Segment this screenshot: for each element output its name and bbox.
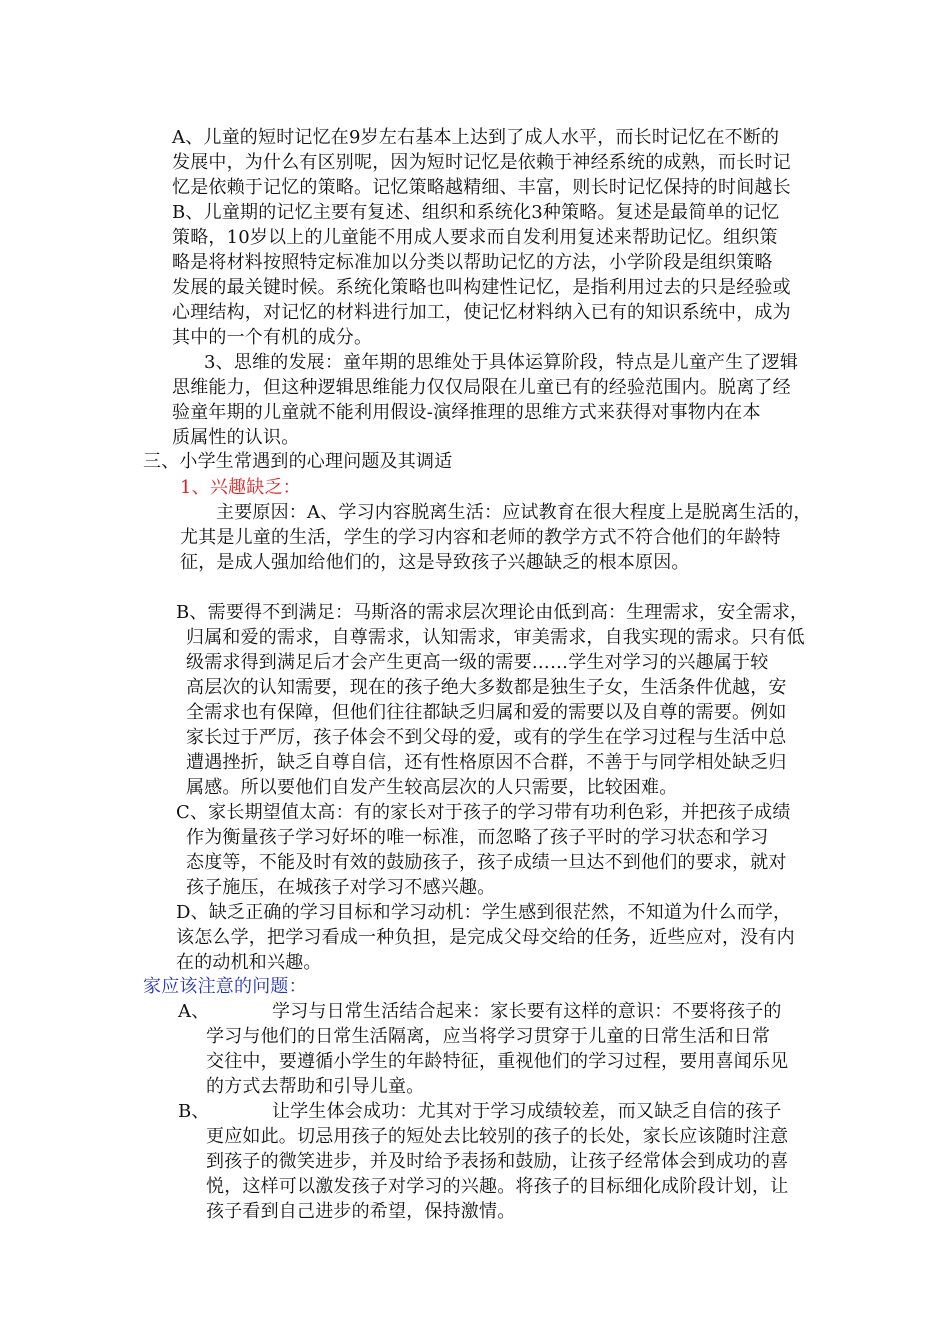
parents-a-line-2: 学习与他们的日常生活隔离，应当将学习贯穿于儿童的日常生活和日常 xyxy=(206,1026,771,1047)
cause-b-line-5: 全需求也有保障，但他们往往都缺乏归属和爱的需要以及自尊的需要。例如 xyxy=(186,702,787,723)
parents-b-label: B、 xyxy=(178,1101,210,1122)
parents-b-line-2: 更应如此。切忌用孩子的短处去比较别的孩子的长处，家长应该随时注意 xyxy=(206,1126,789,1147)
memory-b-line-4: 发展的最关键时候。系统化策略也叫构建性记忆，是指利用过去的只是经验或 xyxy=(172,277,791,298)
memory-b-line-3: 略是将材料按照特定标准加以分类以帮助记忆的方法，小学阶段是组织策略 xyxy=(172,252,773,273)
parents-a-line-3: 交往中，要遵循小学生的年龄特征，重视他们的学习过程，要用喜闻乐见 xyxy=(206,1051,789,1072)
cause-b-line-8: 属感。所以要他们自发产生较高层次的人只需要，比较困难。 xyxy=(186,777,678,798)
parents-b-line-5: 孩子看到自己进步的希望，保持激情。 xyxy=(206,1201,516,1222)
memory-b-line-2: 策略，10岁以上的儿童能不用成人要求而自发利用复述来帮助记忆。组织策 xyxy=(172,227,778,248)
parents-b-line-1: 让学生体会成功：尤其对于学习成绩较差，而又缺乏自信的孩子 xyxy=(272,1101,782,1122)
thinking-line-2: 思维能力，但这种逻辑思维能力仅仅局限在儿童已有的经验范围内。脱离了经 xyxy=(172,377,791,398)
parents-notes-heading: 家应该注意的问题： xyxy=(143,976,307,997)
cause-b-line-3: 级需求得到满足后才会产生更高一级的需要……学生对学习的兴趣属于较 xyxy=(186,652,769,673)
parents-b-line-3: 到孩子的微笑进步，并及时给予表扬和鼓励，让孩子经常体会到成功的喜 xyxy=(206,1151,789,1172)
cause-a-line-2: 尤其是儿童的生活，学生的学习内容和老师的教学方式不符合他们的年龄特 xyxy=(180,527,781,548)
section-3-heading: 三、小学生常遇到的心理问题及其调适 xyxy=(143,451,453,472)
cause-d-line-3: 在的动机和兴趣。 xyxy=(176,952,322,973)
memory-a-line-1: A、儿童的短时记忆在9岁左右基本上达到了成人水平，而长时记忆在不断的 xyxy=(172,127,780,148)
memory-a-line-3: 忆是依赖于记忆的策略。记忆策略越精细、丰富，则长时记忆保持的时间越长 xyxy=(172,177,791,198)
cause-c-line-4: 孩子施压，在城孩子对学习不感兴趣。 xyxy=(186,877,496,898)
cause-d-line-1: D、缺乏正确的学习目标和学习动机：学生感到很茫然，不知道为什么而学， xyxy=(176,902,792,923)
thinking-line-3: 验童年期的儿童就不能利用假设-演绎推理的思维方式来获得对事物内在本 xyxy=(172,402,761,423)
memory-b-line-6: 其中的一个有机的成分。 xyxy=(172,327,373,348)
parents-a-label: A、 xyxy=(178,1001,210,1022)
parents-b-line-4: 悦，这样可以激发孩子对学习的兴趣。将孩子的目标细化成阶段计划，让 xyxy=(206,1176,789,1197)
cause-b-line-4: 高层次的认知需要，现在的孩子绝大多数都是独生子女，生活条件优越，安 xyxy=(186,677,787,698)
cause-c-line-1: C、家长期望值太高：有的家长对于孩子的学习带有功利色彩，并把孩子成绩 xyxy=(176,802,791,823)
memory-a-line-2: 发展中，为什么有区别呢，因为短时记忆是依赖于神经系统的成熟，而长时记 xyxy=(172,152,791,173)
thinking-line-1: 3、思维的发展：童年期的思维处于具体运算阶段，特点是儿童产生了逻辑 xyxy=(204,352,799,373)
cause-d-line-2: 该怎么学，把学习看成一种负担，是完成父母交给的任务，近些应对，没有内 xyxy=(176,927,795,948)
cause-a-line-1: 主要原因：A、学习内容脱离生活：应试教育在很大程度上是脱离生活的， xyxy=(216,502,812,523)
cause-b-line-6: 家长过于严厉，孩子体会不到父母的爱，或有的学生在学习过程与生活中总 xyxy=(186,727,787,748)
memory-b-line-1: B、儿童期的记忆主要有复述、组织和系统化3种策略。复述是最简单的记忆 xyxy=(172,202,780,223)
parents-a-line-1: 学习与日常生活结合起来：家长要有这样的意识：不要将孩子的 xyxy=(272,1001,782,1022)
interest-lack-heading: 1、兴趣缺乏： xyxy=(180,477,301,498)
cause-b-line-7: 遭遇挫折，缺乏自尊自信，还有性格原因不合群，不善于与同学相处缺乏归 xyxy=(186,752,787,773)
thinking-line-4: 质属性的认识。 xyxy=(172,427,300,448)
cause-b-line-2: 归属和爱的需求，自尊需求，认知需求，审美需求，自我实现的需求。只有低 xyxy=(186,627,805,648)
memory-b-line-5: 心理结构，对记忆的材料进行加工，使记忆材料纳入已有的知识系统中，成为 xyxy=(172,302,791,323)
cause-c-line-3: 态度等，不能及时有效的鼓励孩子，孩子成绩一旦达不到他们的要求，就对 xyxy=(186,852,787,873)
parents-a-line-4: 的方式去帮助和引导儿童。 xyxy=(206,1076,425,1097)
cause-b-line-1: B、需要得不到满足：马斯洛的需求层次理论由低到高：生理需求，安全需求， xyxy=(176,602,809,623)
cause-a-line-3: 征，是成人强加给他们的，这是导致孩子兴趣缺乏的根本原因。 xyxy=(180,552,690,573)
cause-c-line-2: 作为衡量孩子学习好坏的唯一标准，而忽略了孩子平时的学习状态和学习 xyxy=(186,827,769,848)
